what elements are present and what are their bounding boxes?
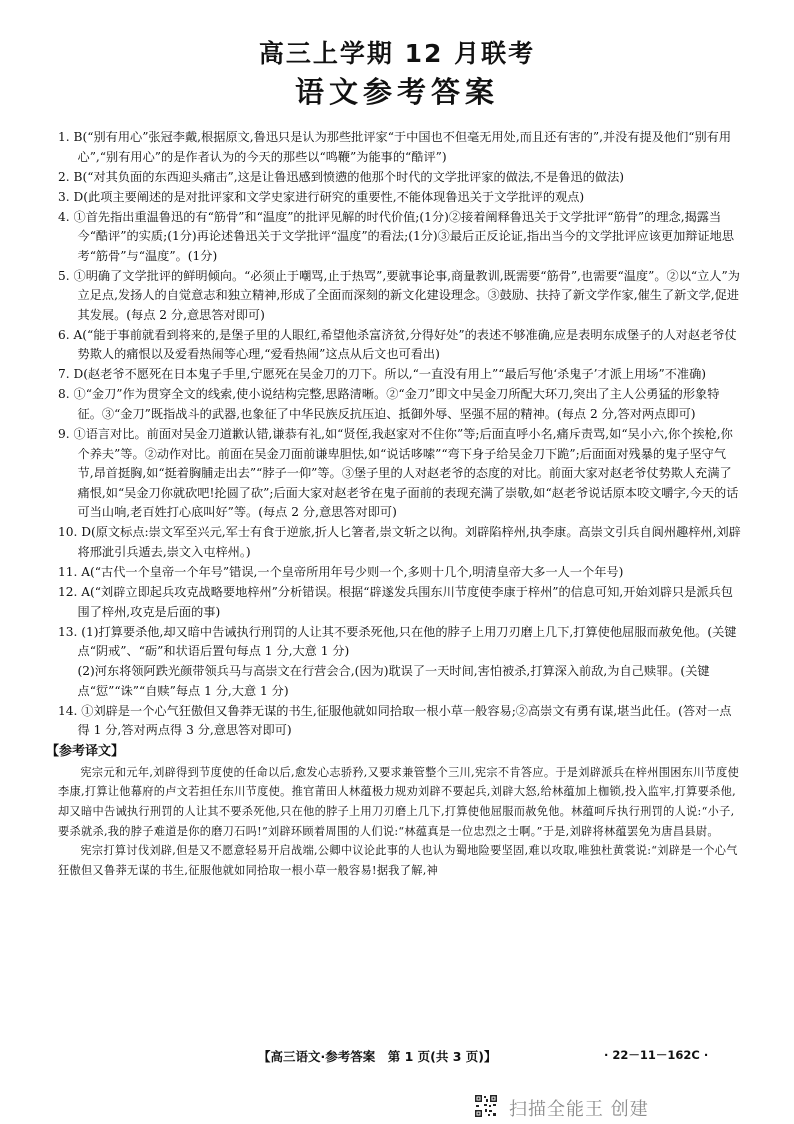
answer-item-10: 10. D(原文标点:崇文军至兴元,军士有食于逆旅,折人匕箸者,崇文斩之以徇。刘辟陷梓州,执李康。高崇文引兵自阆州趣梓州,刘辟将邢泚引兵遁去,崇文入屯梓州。): [58, 525, 741, 559]
answer-item-13-2: (2)河东将领阿跌光颜带领兵马与高崇文在行营会合,(因为)耽误了一天时间,害怕被杀,打算深入前敌,为自己赎罪。(关键点“愆”“诛”“自赎”每点 1 分,大意 1 分): [77, 664, 710, 698]
answer-item-11: 11. A(“古代一个皇帝一个年号”错误,一个皇帝所用年号少则一个,多则十几个,明清皇帝大多一人一个年号): [58, 564, 624, 579]
exam-title: 高三上学期 12 月联考: [258, 39, 536, 68]
qr-code-icon: [474, 1094, 498, 1118]
translation-paragraph-2: 宪宗打算讨伐刘辟,但是又不愿意轻易开启战端,公卿中议论此事的人也认为蜀地险要坚固,难以攻取,唯独杜黄裳说:“刘辟是一个心气狂傲但又鲁莽无谋的书生,征服他就如同拾取一根小草一般容易!据我了解,神: [58, 844, 738, 877]
answer-key-title: 语文参考答案: [294, 75, 499, 109]
answer-item-6: 6. A(“能于事前就看到将来的,是堡子里的人眼红,希望他杀富济贫,分得好处”的表述不够准确,应是表明东成堡子的人对赵老爷仗势欺人的痛恨以及爱看热闹等心理,“爱看热闹”这点从后文也可看出): [58, 327, 737, 362]
scanner-watermark: 扫描全能王 创建: [509, 1099, 649, 1120]
answer-item-14: 14. ①刘辟是一个心气狂傲但又鲁莽无谋的书生,征服他就如同拾取一根小草一般容易;②高崇文有勇有谋,堪当此任。(答对一点得 1 分,答对两点得 3 分,意思答对即可): [58, 703, 732, 738]
answer-item-2: 2. B(“对其负面的东西迎头痛击”,这是让鲁迅感到愤懑的他那个时代的文学批评家的做法,不是鲁迅的做法): [58, 169, 625, 184]
answer-item-3: 3. D(此项主要阐述的是对批评家和文学史家进行研究的重要性,不能体现鲁迅关于文学批评的观点): [58, 189, 585, 204]
answer-item-8: 8. ①“金刀”作为贯穿全文的线索,使小说结构完整,思路清晰。②“金刀”即文中吴金刀所配大环刀,突出了主人公勇猛的形象特征。③“金刀”既指战斗的武器,也象征了中华民族反抗压迫、抵御外辱、坚强不屈的精神。(每点 2 分,答对两点即可): [58, 387, 720, 422]
answer-item-7: 7. D(赵老爷不愿死在日本鬼子手里,宁愿死在吴金刀的刀下。所以,“一直没有用上”“最后写他‘杀鬼子’才派上用场”不准确): [58, 367, 707, 382]
page-footer: 【高三语文·参考答案 第 1 页(共 3 页)】: [258, 1049, 497, 1064]
translation-heading: 【参考译文】: [46, 743, 125, 759]
translation-paragraph-1: 宪宗元和元年,刘辟得到节度使的任命以后,愈发心志骄矜,又要求兼管整个三川,宪宗不肯答应。于是刘辟派兵在梓州围困东川节度使李康,打算让他幕府的卢文若担任东川节度使。推官莆田人林蕴极力规劝刘辟不要起兵,刘辟大怒,给林蕴加上枷锁,投入监牢,打算要杀他,却又暗中告诫执行刑罚的人让其不要杀死他,只在他的脖子上用刀刃磨上几下,打算使他屈服而赦免他。林蕴呵斥执行刑罚的人说:“小子,要杀就杀,我的脖子难道是你的磨刀石吗!”刘辟环顾着周围的人们说:“林蕴真是一位忠烈之士啊。”于是,刘辟将林蕴罢免为唐昌县尉。: [58, 765, 740, 838]
answer-item-12: 12. A(“刘辟立即起兵攻克战略要地梓州”分析错误。根据“辟遂发兵围东川节度使李康于梓州”的信息可知,开始刘辟只是派兵包围了梓州,攻克是后面的事): [58, 584, 733, 619]
answer-item-5: 5. ①明确了文学批评的鲜明倾向。“必须止于嘲骂,止于热骂”,要就事论事,商量教训,既需要“筋骨”,也需要“温度”。②以“立人”为立足点,发扬人的自觉意志和独立精神,形成了全面而深刻的新文化建设理念。③鼓励、扶持了新文学作家,催生了新文学,促进其发展。(每点 2 分,意思答对即可): [58, 268, 740, 322]
answer-list: [46, 128, 742, 880]
answer-item-13-1: 13. (1)打算要杀他,却又暗中告诫执行刑罚的人让其不要杀死他,只在他的脖子上用刀刃磨上几下,打算使他屈服而赦免他。(关键点“阴戒”、“砺”和状语后置句每点 1 分,大意 1 分): [58, 624, 737, 659]
answer-item-1: 1. B(“别有用心”张冠李戴,根据原文,鲁迅只是认为那些批评家“于中国也不但毫无用处,而且还有害的”,并没有提及他们“别有用心”,“别有用心”的是作者认为的今天的那些以“鸣鞭”为能事的“酷评”): [58, 130, 732, 164]
answer-item-4: 4. ①首先指出重温鲁迅的有“筋骨”和“温度”的批评见解的时代价值;(1分)②接着阐释鲁迅关于文学批评“筋骨”的理念,揭露当今“酷评”的实质;(1分)再论述鲁迅关于文学批评“温度”的看法;(1分)③最后正反论证,指出当今的文学批评应该更加辩证地思考“筋骨”与“温度”。(1分): [58, 209, 735, 263]
exam-code: · 22－11－162C ·: [604, 1048, 709, 1062]
answer-item-9: 9. ①语言对比。前面对吴金刀道歉认错,谦恭有礼,如“贤侄,我赵家对不住你”等;后面直呼小名,痛斥责骂,如“吴小六,你个挨枪,你个养夫”等。②动作对比。前面在吴金刀面前谦卑胆怯,如“说话哆嗦”“弯下身子给吴金刀下跪”;后面面对残暴的鬼子坚守气节,昂首挺胸,如“挺着胸脯走出去”“脖子一仰”等。③堡子里的人对赵老爷的态度的对比。前面大家对赵老爷仗势欺人充满了痛恨,如“吴金刀你就砍吧!抡圆了砍”;后面大家对赵老爷在鬼子面前的表现充满了崇敬,如“赵老爷说话原本咬文嚼字,今天的话可当山响,老百姓打心底叫好”等。(每点 2 分,意思答对即可): [58, 427, 739, 520]
